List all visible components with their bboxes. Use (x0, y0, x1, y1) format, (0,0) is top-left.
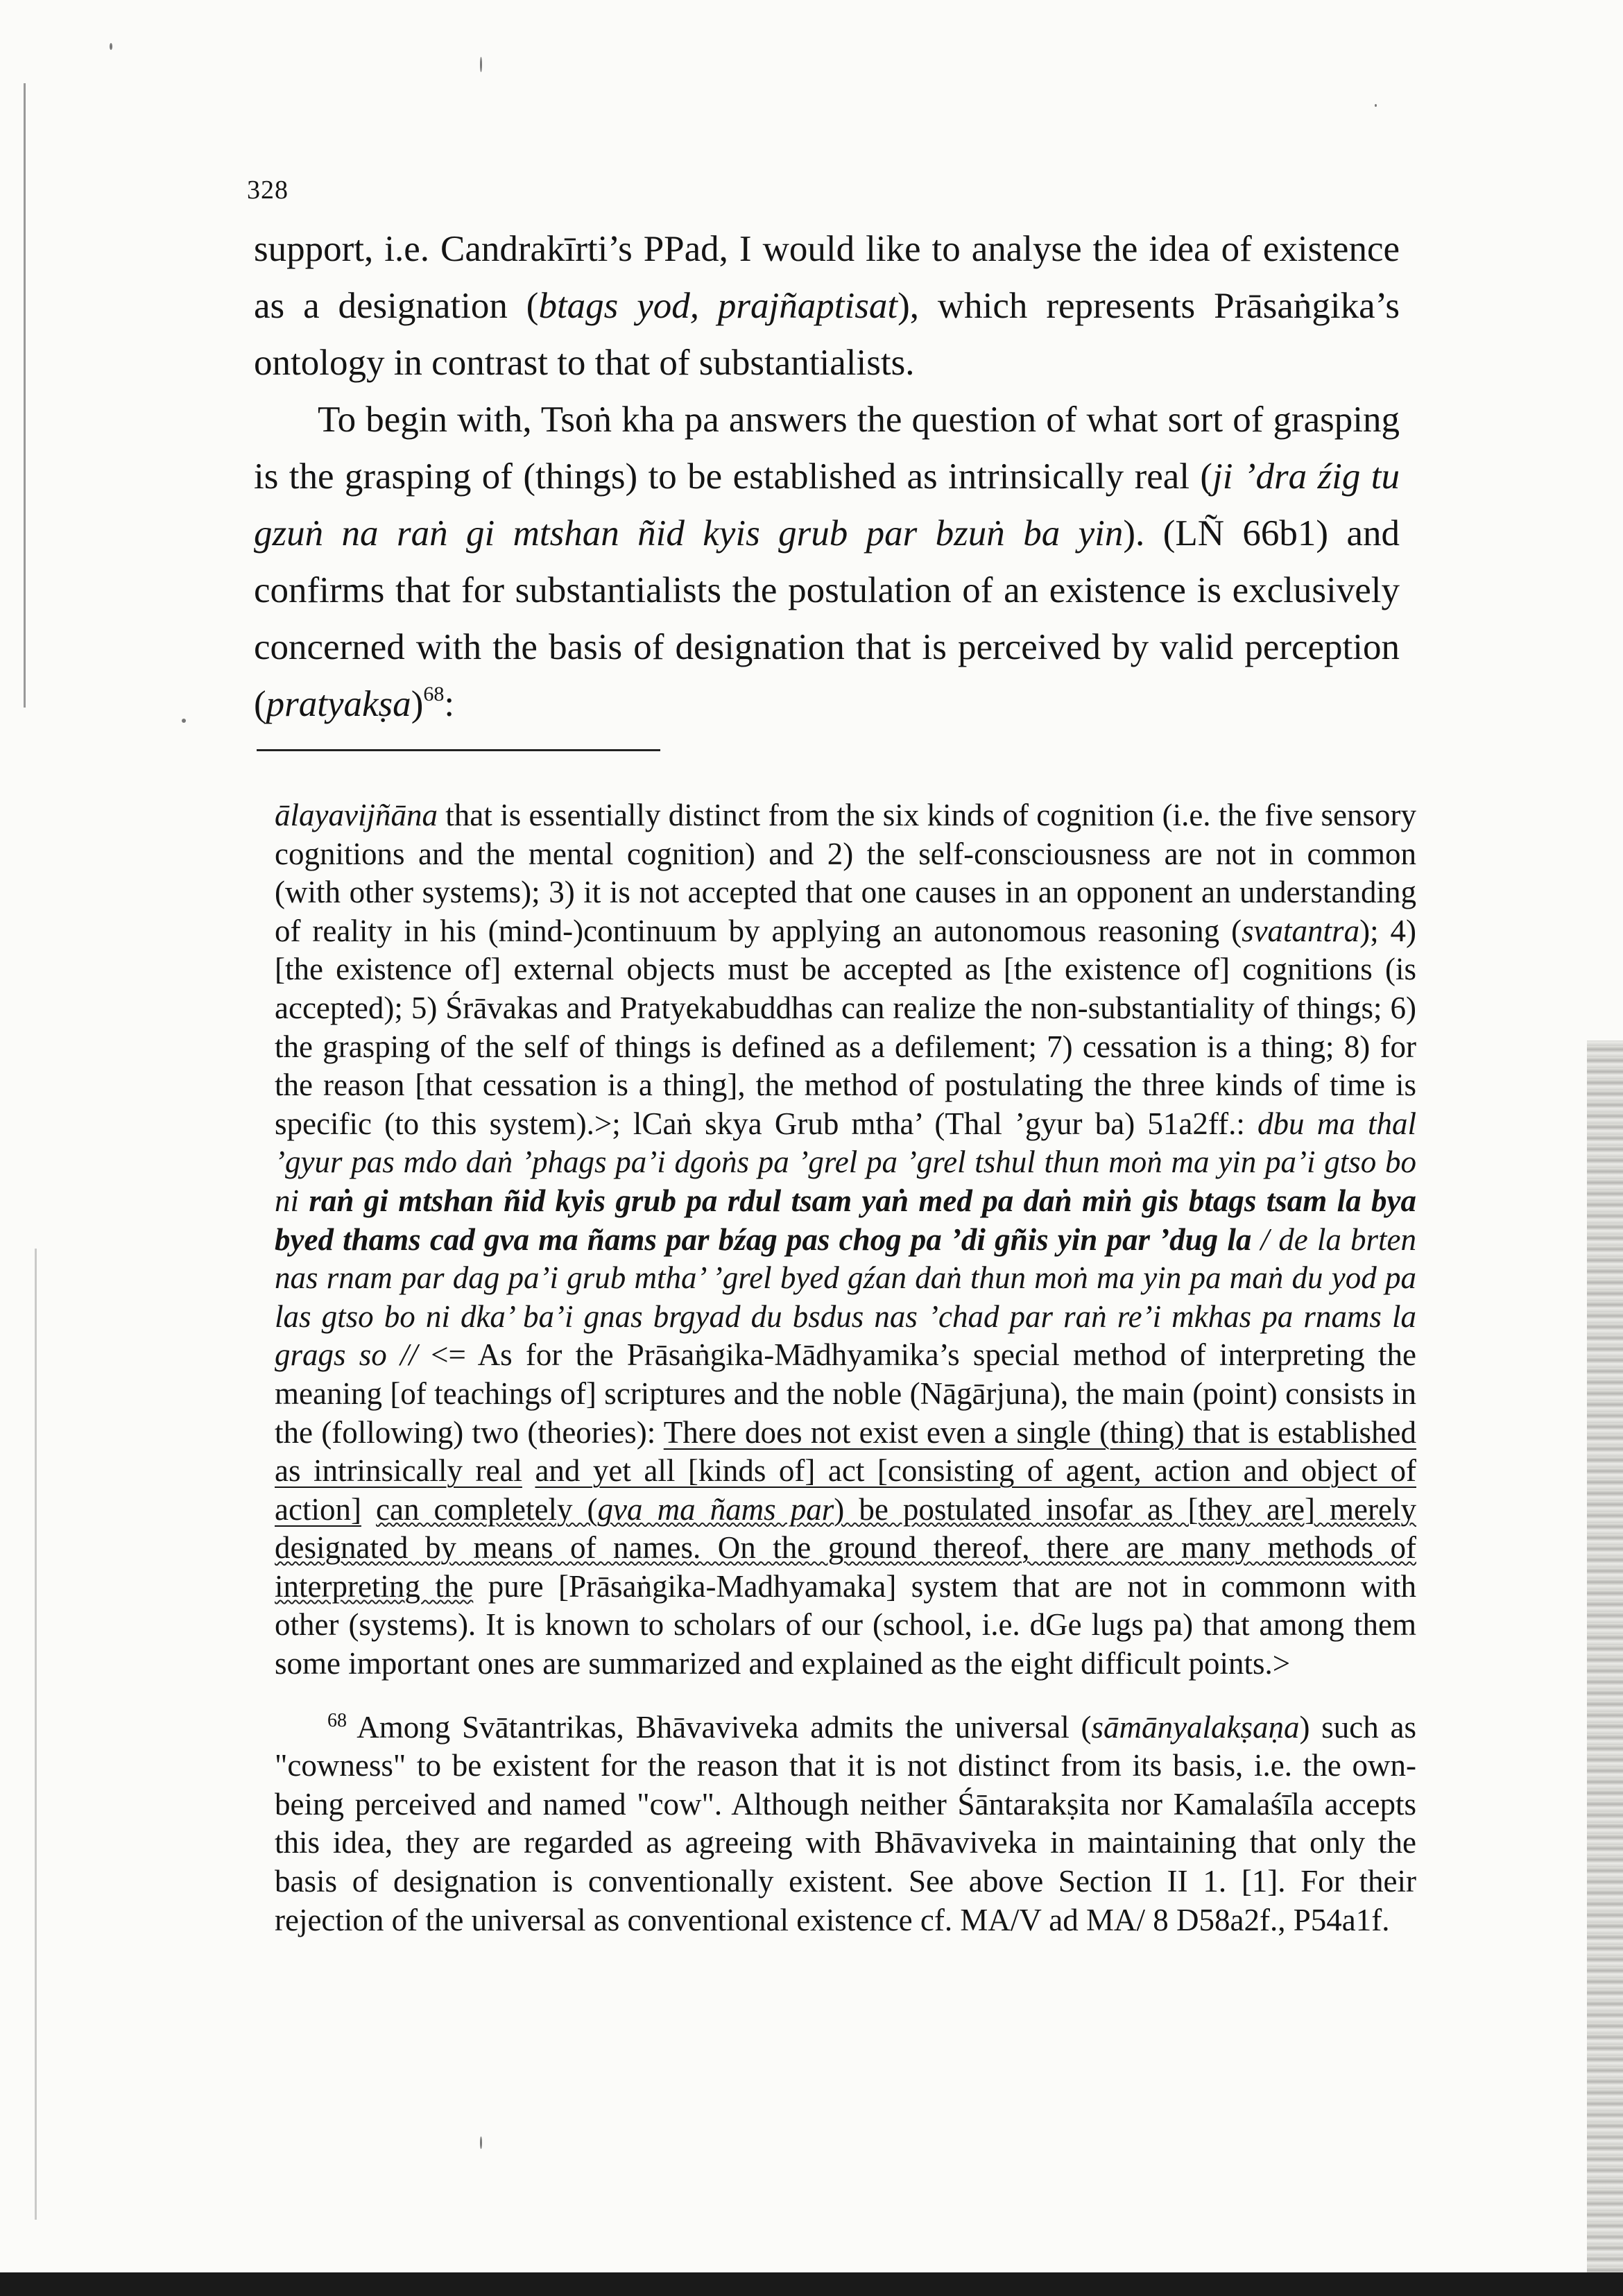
term-italic: svatantra (1242, 913, 1360, 948)
footnote-text: ); 4) [the existence of] external objects must be accepted as [the existence of] cognitions (is accepted); 5) Śrāvakas and Pratyekabuddhas can realize the non-substantiality of things; 6) the grasping of the self of things is defined as a defilement; 7) cessation is a thing; 8) for the reason [that cessation is a thing], the method of postulating the three kinds of time is specific (to this system).>; lCaṅ skya Grub mtha’ (Thal ’gyur ba) 51a2ff.: (275, 913, 1416, 1141)
main-text: ), which represents Prāsaṅgika’s ontology in contrast to that of substantialists. (254, 286, 1400, 383)
footnote-text: <= As for the Prāsaṅgika-Mādhyamika’s special method of interpreting the meaning [of teachings of] scriptures and the noble (Nāgārjuna), the main (point) consists in the (following) two (theories): (275, 1337, 1416, 1450)
scan-speck (182, 719, 186, 723)
main-text: ) (411, 684, 424, 724)
footnote-68 (275, 1702, 1416, 1940)
tibetan-quote: ji ’dra źig tu gzuṅ na raṅ gi mtshan ñid kyis grub par bzuṅ ba yin (254, 456, 1400, 554)
footnote-text (522, 1453, 535, 1488)
term-italic: sāmānyalakṣaṇa (1091, 1709, 1300, 1745)
scan-speck (480, 2136, 482, 2149)
footnote-text: Among Svātantrikas, Bhāvaviveka admits the universal ( (347, 1709, 1092, 1745)
tibetan-quote-bold: raṅ gi mtshan ñid kyis grub pa rdul tsam yaṅ med pa daṅ miṅ gis btags tsam la bya byed thams cad gva ma ñams par bźag pas chog pa ’di gñis yin par ’dug la (275, 1183, 1416, 1257)
underlined-text: and yet all [kinds of] act [consisting of agent, action and object of action] (275, 1453, 1416, 1527)
wavy-text: can completely ( (376, 1491, 598, 1527)
tibetan-quote: / de la brten nas rnam par dag pa’i grub mtha’ ’grel byed gźan daṅ thun moṅ ma yin pa maṅ du yod pa las gtso bo ni dka’ ba’i gnas brgyad du bsdus nas ’chad par raṅ re’i mkhas pa rnams la grags so // (275, 1222, 1417, 1373)
scan-edge-line (35, 1249, 37, 2220)
footnote-text: pure [Prāsaṅgika-Madhyamaka] system that are not in commonn with other (systems). It is known to scholars of our (school, i.e. dGe lugs pa) that among them some important ones are summarized and explained as the eight difficult points.> (275, 1568, 1416, 1681)
main-text: To begin with, Tsoṅ kha pa answers the question of what sort of grasping is the grasping of (things) to be established as intrinsically real ( (254, 400, 1400, 497)
footnote-text: ) such as "cowness" to be existent for the reason that it is not distinct from its basis, i.e. the own-being perceived and named "cow". Although neither Śāntarakṣita nor Kamalaśīla accepts this idea, they are regarded as agreeing with Bhāvaviveka in maintaining that only the basis of designation is conventionally existent. See above Section II 1. [1]. For their rejection of the universal as conventional existence cf. MA/V ad MA/ 8 D58a2f., P54a1f. (275, 1709, 1416, 1937)
term-italic: btags yod, prajñaptisat (538, 286, 898, 326)
footnote-ref-68[interactable]: 68 (423, 683, 445, 705)
page-number: 328 (247, 175, 289, 205)
main-text: support, i.e. Candrakīrti’s PPad, I would like to analyse the idea of existence as a designation ( (254, 229, 1400, 326)
main-paragraph-2 (254, 391, 1400, 733)
term-italic: pratyakṣa (266, 684, 411, 724)
footnote-text (361, 1492, 376, 1527)
footnotes (275, 796, 1416, 1939)
scan-speck (1375, 104, 1377, 107)
scan-edge-shadow (1587, 1040, 1623, 2289)
underlined-text: There does not exist even a single (thing) that is established as intrinsically real (275, 1414, 1417, 1489)
main-text: : (444, 684, 455, 724)
wavy-text: ) be postulated insofar as [they are] merely designated by means of names. On the ground thereof, there are many methods of interpreting the (275, 1491, 1416, 1604)
main-text: ). (LÑ 66b1) and confirms that for substantialists the postulation of an existence is exclusively concerned with the basis of designation that is perceived by valid perception ( (254, 513, 1400, 724)
footnote-rule (257, 749, 660, 751)
footnote-text: that is essentially distinct from the six kinds of cognition (i.e. the five sensory cognitions and the mental cognition) and 2) the self-consciousness are not in common (with other systems); 3) it is not accepted that one causes in an opponent an understanding of reality in his (mind-)continuum by applying an autonomous reasoning ( (275, 798, 1416, 948)
footnote-marker-68: 68 (327, 1709, 347, 1731)
scan-bottom-edge (0, 2272, 1623, 2296)
term-italic: ālayavijñāna (275, 798, 438, 832)
tibetan-quote: dbu ma thal ’gyur pas mdo daṅ ’phags pa’i dgoṅs pa ’grel pa ’grel tshul thun moṅ ma yin pa’i gtso bo ni (275, 1106, 1416, 1218)
scan-edge-line (24, 83, 26, 708)
footnote-67-continued (275, 796, 1416, 1684)
main-body (254, 221, 1400, 733)
scan-speck (480, 57, 482, 72)
main-paragraph-1 (254, 221, 1400, 391)
tibetan-term: gva ma ñams par (597, 1491, 834, 1527)
scan-speck (110, 43, 112, 50)
